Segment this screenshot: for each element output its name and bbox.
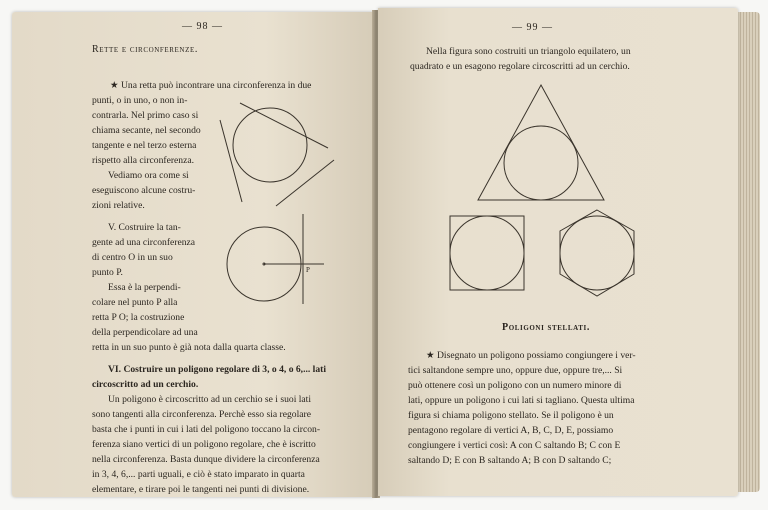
- inscribed-circle: [504, 126, 578, 200]
- text-line: sono tangenti alla circonferenza. Perchè esso sia regolare: [92, 409, 311, 420]
- text-line: tangente e nel terzo esterna: [92, 140, 197, 151]
- text-line: rispetto alla circonferenza.: [92, 155, 195, 166]
- text-line: punti, o in uno, o non in-: [92, 95, 188, 106]
- text-line: zioni relative.: [92, 200, 145, 211]
- text-line: ★ Disegnato un poligono possiamo congiungere i ver-: [426, 350, 636, 361]
- text-line: Nella figura sono costruiti un triangolo equilatero, un: [426, 46, 631, 57]
- regular-hexagon: [560, 210, 634, 296]
- text-line: tici saltandone sempre uno, oppure due, oppure tre,... Si: [408, 365, 623, 376]
- text-line: può ottenere così un poligono con un numero minore di: [408, 380, 622, 391]
- circle-shape: [233, 108, 307, 182]
- text-line: circoscritto ad un cerchio.: [92, 379, 199, 390]
- text-line: quadrato e un esagono regolare circoscritti ad un cerchio.: [410, 61, 630, 72]
- secant-line: [240, 103, 328, 148]
- text-line: eseguiscono alcune costru-: [92, 185, 196, 196]
- figure-hexagon-circumscribed: [556, 208, 638, 298]
- text-line: lati, oppure un poligono i cui lati si tagliano. Questa ultima: [408, 395, 635, 406]
- text-line: nella circonferenza. Basta dunque dividere la circonferenza: [92, 454, 320, 465]
- text-line: di centro O in un suo: [92, 252, 173, 263]
- text-line: elementare, e tirare poi le tangenti nei punti di divisione.: [92, 484, 310, 495]
- text-line: ★ Una retta può incontrare una circonferenza in due: [110, 80, 312, 91]
- right-page: [378, 8, 738, 496]
- inscribed-circle: [450, 216, 524, 290]
- text-line: figura si chiama poligono stellato. Se il poligono è un: [408, 410, 614, 421]
- left-page: [12, 12, 374, 497]
- text-line: colare nel punto P alla: [92, 297, 178, 308]
- text-line: ferenza siano vertici di un poligono regolare, che è iscritto: [92, 439, 316, 450]
- figure-square-circumscribed: [448, 214, 528, 294]
- text-line: retta P O; la costruzione: [92, 312, 185, 323]
- external-line: [276, 160, 334, 206]
- equilateral-triangle: [478, 85, 604, 200]
- text-line: saltando D; E con B saltando A; B con D saltando C;: [408, 455, 612, 466]
- text-line: in 3, 4, 6,... parti uguali, e ciò è stato imparato in quarta: [92, 469, 305, 480]
- text-line: Essa è la perpendi-: [108, 282, 181, 293]
- text-line: della perpendicolare ad una: [92, 327, 198, 338]
- text-line: Un poligono è circoscritto ad un cerchio se i suoi lati: [108, 394, 312, 405]
- text-line: V. Costruire la tan-: [108, 222, 181, 233]
- figure-triangle-circumscribed: [474, 82, 610, 206]
- text-line: chiama secante, nel secondo: [92, 125, 201, 136]
- page-number-right: — 99 —: [512, 22, 553, 33]
- inscribed-circle: [560, 216, 634, 290]
- text-line: Vediamo ora come si: [108, 170, 189, 181]
- text-line: contrarla. Nel primo caso si: [92, 110, 199, 121]
- page-edges: [738, 12, 760, 492]
- text-line: congiungere i vertici così: A con C saltando B; C con E: [408, 440, 621, 451]
- tangent-line: [220, 120, 242, 202]
- text-line: retta in un suo punto è già nota dalla quarta classe.: [92, 342, 286, 353]
- text-line: pentagono regolare di vertici A, B, C, D, E, possiamo: [408, 425, 614, 436]
- figure-tangent-construction: [224, 212, 334, 312]
- text-line: punto P.: [92, 267, 123, 278]
- page-number-left: — 98 —: [182, 21, 223, 32]
- point-label-p: P: [306, 266, 310, 274]
- section-heading-left: Rette e circonferenze.: [92, 44, 198, 55]
- section-heading-right: Poligoni stellati.: [502, 322, 590, 333]
- figure-secant-tangent-external: [218, 98, 336, 208]
- text-line: basta che i punti in cui i lati del poligono toccano la circon-: [92, 424, 321, 435]
- text-line: gente ad una circonferenza: [92, 237, 196, 248]
- text-line: VI. Costruire un poligono regolare di 3, o 4, o 6,... lati: [108, 364, 326, 375]
